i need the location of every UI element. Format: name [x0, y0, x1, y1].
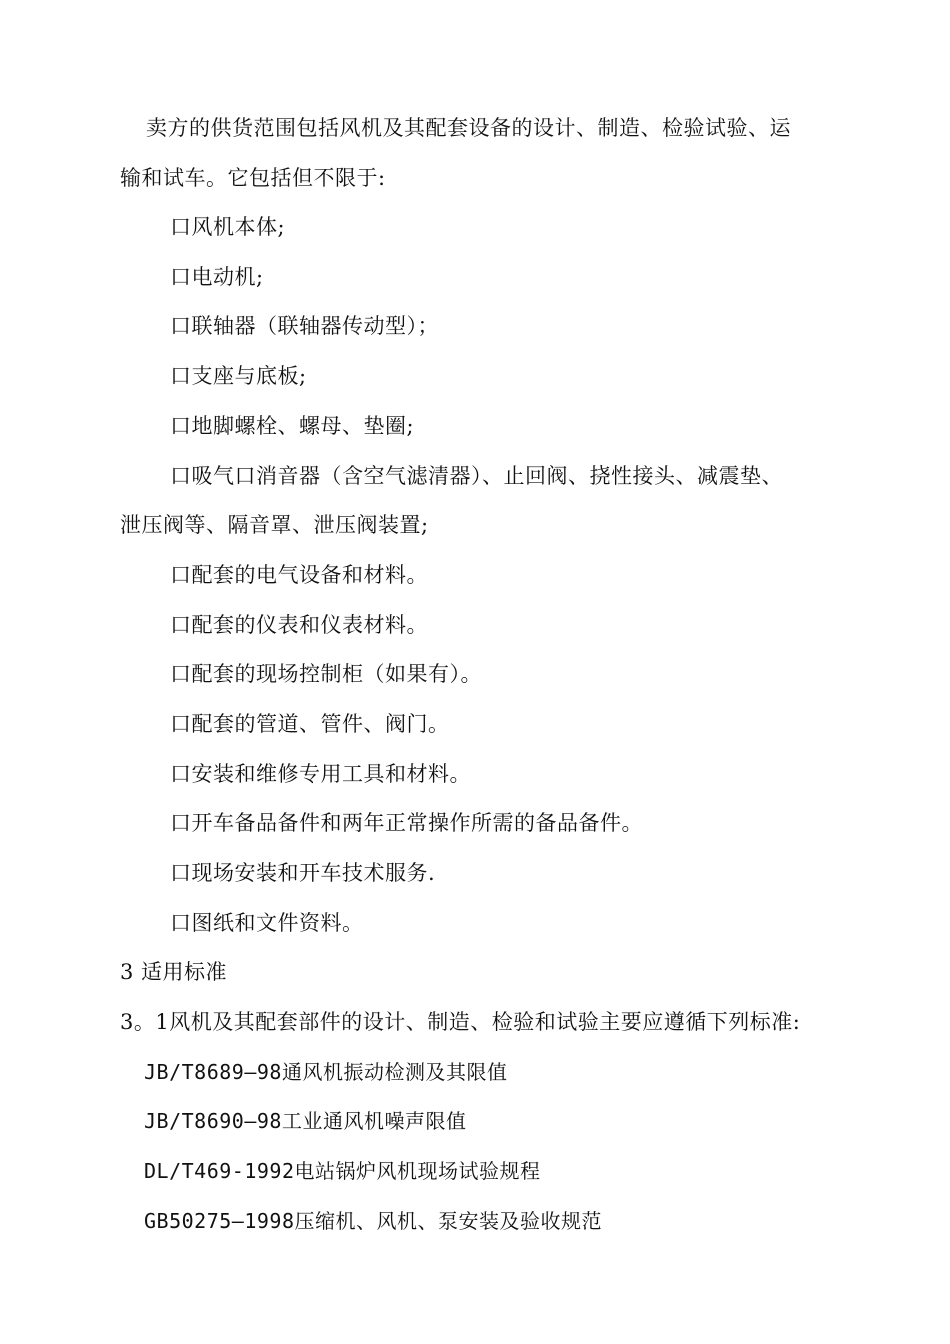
- standard-item: JB/T8690—98工业通风机噪声限值: [144, 1109, 467, 1133]
- list-item: 口安装和维修专用工具和材料。: [170, 762, 471, 786]
- intro-line-2: 输和试车。它包括但不限于:: [120, 166, 386, 190]
- list-item: 口联轴器（联轴器传动型）；: [170, 314, 439, 338]
- section-subheading: 3。1风机及其配套部件的设计、制造、检验和试验主要应遵循下列标准:: [120, 1010, 801, 1034]
- section-heading: 3 适用标准: [120, 960, 228, 984]
- list-item: 口配套的现场控制柜（如果有）。: [170, 662, 482, 686]
- list-item-continuation: 泄压阀等、隔音罩、泄压阀装置;: [120, 513, 429, 537]
- list-item: 口配套的管道、管件、阀门。: [170, 712, 450, 736]
- list-item: 口现场安装和开车技术服务.: [170, 861, 436, 885]
- intro-line-1: 卖方的供货范围包括风机及其配套设备的设计、制造、检验试验、运: [146, 116, 791, 140]
- standard-item: DL/T469-1992电站锅炉风机现场试验规程: [144, 1159, 541, 1183]
- list-item: 口吸气口消音器（含空气滤清器）、止回阀、挠性接头、减震垫、: [170, 464, 783, 488]
- list-item: 口地脚螺栓、螺母、垫圈;: [170, 414, 415, 438]
- list-item: 口风机本体;: [170, 215, 286, 239]
- standard-item: GB50275—1998压缩机、风机、泵安装及验收规范: [144, 1209, 602, 1233]
- list-item: 口图纸和文件资料。: [170, 911, 364, 935]
- standard-item: JB/T8689—98通风机振动检测及其限值: [144, 1060, 508, 1084]
- list-item: 口电动机;: [170, 265, 264, 289]
- list-item: 口开车备品备件和两年正常操作所需的备品备件。: [170, 811, 643, 835]
- list-item: 口配套的电气设备和材料。: [170, 563, 428, 587]
- list-item: 口支座与底板;: [170, 364, 307, 388]
- list-item: 口配套的仪表和仪表材料。: [170, 613, 428, 637]
